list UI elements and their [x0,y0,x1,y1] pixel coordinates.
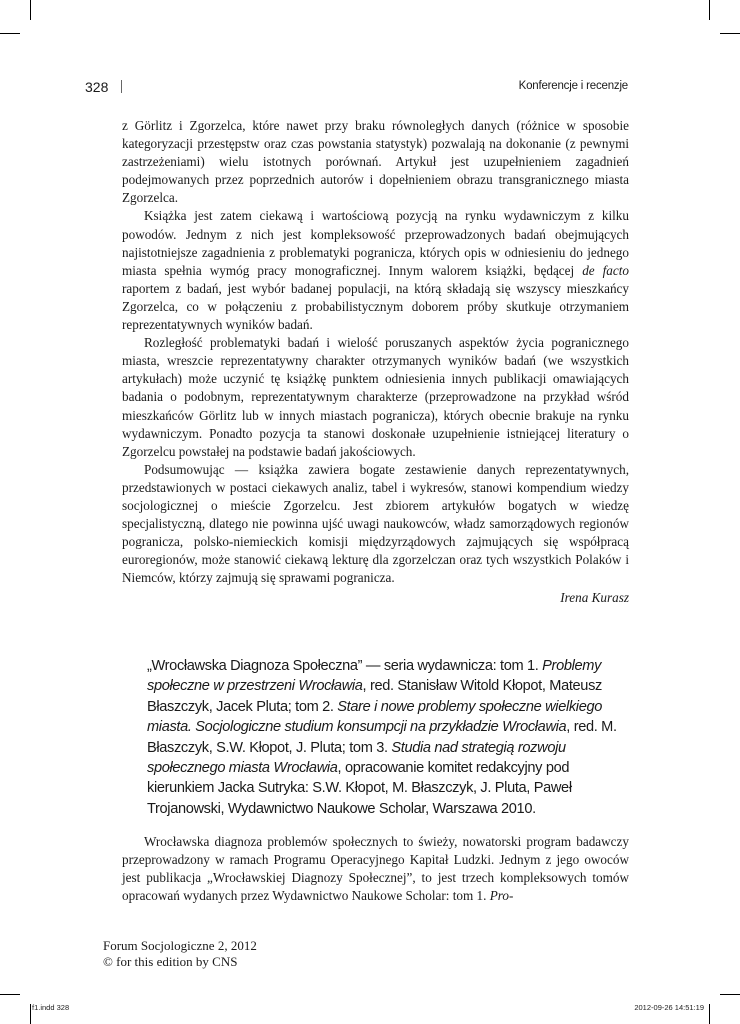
page-number: 328 [85,79,109,95]
paragraph: Wrocławska diagnoza problemów społecznych to świeży, nowatorski program badawczy przeprowadzony w ramach Programu Operacyjnego Kapitał Ludzki. Jednym z jego owoców jest publikacja „Wrocławskiej Diagnozy Społecznej”, to jest trzech kompleksowych tomów opracowań wydanych przez Wydawnictwo Naukowe Scholar: tom 1. Pro- [122,834,629,904]
reviewer-signature: Irena Kurasz [560,590,629,605]
page-footer [103,938,257,970]
crop-mark [0,33,20,34]
review-text [122,117,629,587]
paragraph: Rozległość problematyki badań i wielość poruszanych aspektów życia pogranicznego miasta, wreszcie reprezentatywny charakter otrzymanych wyników badań (we wszystkich artykułach) może uczynić tę książkę punktem odniesienia innych publikacji omawiających badania o podobnym, reprezentatywnym charakterze (przeprowadzone na przykład wśród mieszkańców Görlitz lub w innych miastach pogranicza), których obecnie brakuje na rynku wydawniczym. Ponadto pozycja ta stanowi doskonałe uzupełnienie istniejącej literatury o Zgorzelcu powstałej na podstawie badań jakościowych. [122,335,629,459]
crop-mark [709,1004,710,1024]
crop-mark [0,994,20,995]
running-header-title: Konferencje i recenzje [518,80,628,92]
review-text-second [122,833,629,905]
crop-mark [30,1004,31,1024]
crop-mark [709,0,710,20]
copyright-line: © for this edition by CNS [103,954,238,969]
journal-citation: Forum Socjologiczne 2, 2012 [103,938,257,953]
paragraph: Książka jest zatem ciekawą i wartościową pozycją na rynku wydawniczym z kilku powodów. Jednym z nich jest kompleksowość przeprowadzonych badań obejmujących najistotniejsze zagadnienia z problematyki pogranicza, których opis w odniesieniu do jednego miasta spełnia wymóg pracy monograficznej. Innym walorem książki, będącej de facto raportem z badań, jest wybór badanej populacji, na którą składają się wszyscy mieszkańcy Zgorzelca, co w połączeniu z probabilistycznym doborem próby skutkuje otrzymaniem reprezentatywnych wyników badań. [122,208,630,333]
crop-mark [30,0,31,20]
slug-file: f1.indd 328 [32,1003,70,1012]
italic-term: de facto [582,262,630,278]
review-bibliographic-heading: „Wrocławska Diagnoza Społeczna” — seria wydawnicza: tom 1. Problemy społeczne w przestrzeni Wrocławia, red. Stanisław Witold Kłopot, Mateusz Błaszczyk, Jacek Pluta; tom 2. Stare i nowe problemy społeczne wielkiego miasta. Socjologiczne studium konsumpcji na przykładzie Wrocławia, red. M. Błaszczyk, S.W. Kłopot, J. Pluta; tom 3. Studia nad strategią rozwoju społecznego miasta Wrocławia, opracowanie komitet redakcyjny pod kierunkiem Jacka Sutryka: S.W. Kłopot, M. Błaszczyk, J. Pluta, Paweł Trojanowski, Wydawnictwo Naukowe Scholar, Warszawa 2010. [147,658,617,817]
header-divider [121,80,122,93]
slug-timestamp: 2012-09-26 14:51:19 [634,1003,704,1012]
paragraph: z Görlitz i Zgorzelca, które nawet przy braku równoległych danych (różnice w sposobie kategoryzacji przestępstw oraz czas powstania statystyk) pozwalają na dokonanie (z pewnymi zastrzeżeniami) wielu istotnych porównań. Artykuł jest uzupełnieniem zagadnień podejmowanych przez poprzednich autorów i dopełnieniem obrazu transgranicznego miasta Zgorzelca. [122,118,629,206]
crop-mark [720,994,740,995]
crop-mark [720,33,740,34]
paragraph: Podsumowując — książka zawiera bogate zestawienie danych reprezentatywnych, przedstawionych w postaci ciekawych analiz, tabel i wykresów, stanowi kompendium wiedzy socjologicznej o mieście Zgorzelcu. Jest zbiorem artykułów bogatych w wiedzę specjalistyczną, dlatego nie powinna ujść uwagi naukowców, władz samorządowych regionów pogranicza, polsko-niemieckich komisji międzyrządowych zajmujących się współpracą euroregionów, może stanowić ciekawą lekturę dla zgorzelczan oraz tych wszystkich Polaków i Niemców, którzy zajmują się sprawami pogranicza. [122,461,629,586]
